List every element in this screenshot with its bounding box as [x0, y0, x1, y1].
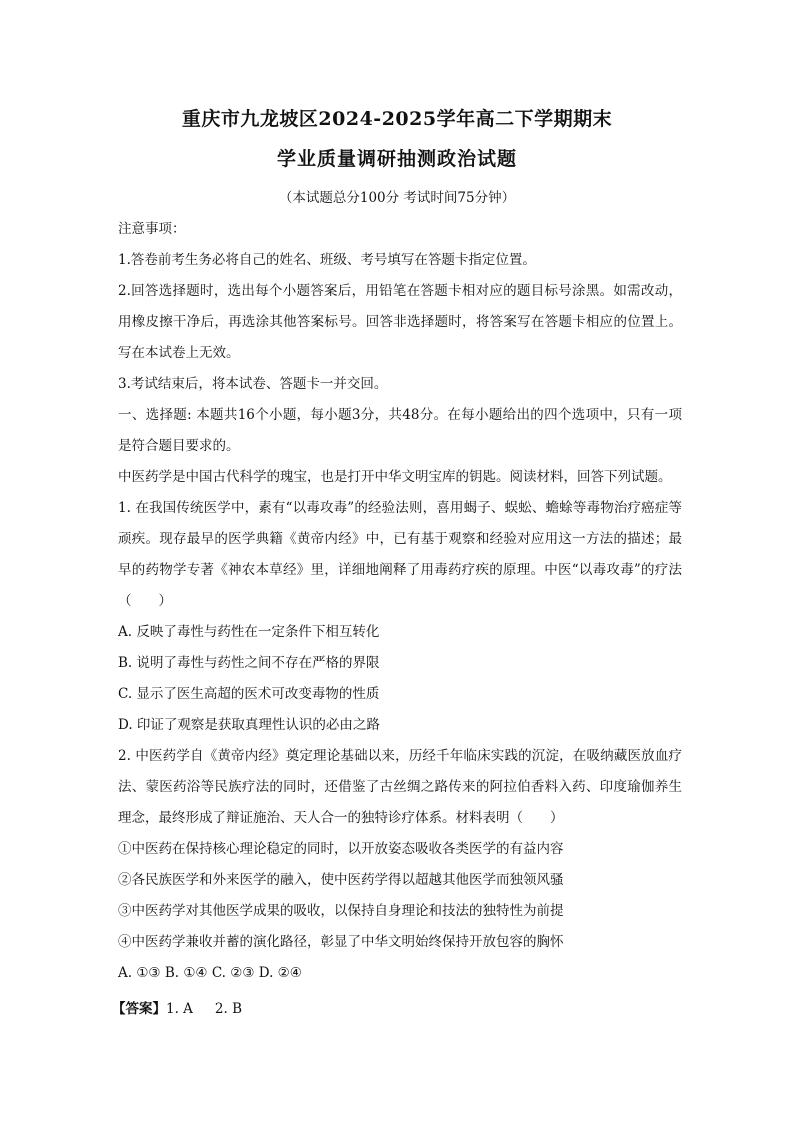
question-1-option-d: D. 印证了观察是获取真理性认识的必由之路 — [118, 717, 380, 733]
answer-line — [112, 994, 242, 1025]
note-2: 2.回答选择题时，选出每个小题答案后，用铅笔在答题卡相对应的题目标号涂黑。如需改动，用橡皮擦干净后，再选涂其他答案标号。回答非选择题时，将答案写在答题卡相应的位置上。写在本试卷上无效。 — [118, 283, 682, 361]
answer-2: 2. B — [214, 1001, 243, 1017]
answer-1: 1. A — [166, 1001, 193, 1017]
question-2-item-1: ①中医药在保持核心理论稳定的同时，以开放姿态吸收各类医学的有益内容 — [118, 841, 564, 857]
question-2-options: A. ①③ B. ①④ C. ②③ D. ②④ — [118, 965, 302, 981]
notes-heading: 注意事项： — [118, 221, 186, 237]
question-2-stem: 2. 中医药学自《黄帝内经》奠定理论基础以来，历经千年临床实践的沉淀，在吸纳藏医放血疗法、蒙医药浴等民族疗法的同时，还借鉴了古丝绸之路传来的阿拉伯香料入药、印度瑜伽养生理念，最终形成了辩证施治、天人合一的独特诊疗体系。材料表明（ ） — [118, 748, 682, 826]
exam-title-line2: 学业质量调研抽测政治试题 — [276, 148, 517, 170]
exam-title-line1: 重庆市九龙坡区2024-2025学年高二下学期期末 — [181, 108, 613, 130]
question-1-option-c: C. 显示了医生高超的医术可改变毒物的性质 — [118, 686, 380, 702]
section-heading: 一、选择题: 本题共16个小题，每小题3分，共48分。在每小题给出的四个选项中，只有一项是符合题目要求的。 — [118, 407, 682, 454]
question-2-item-4: ④中医药学兼收并蓄的演化路径，彰显了中华文明始终保持开放包容的胸怀 — [118, 934, 564, 950]
answer-tag: 【答案】 — [112, 1001, 166, 1017]
exam-body — [118, 214, 682, 989]
material-intro: 中医药学是中国古代科学的瑰宝，也是打开中华文明宝库的钥匙。阅读材料，回答下列试题。 — [118, 469, 672, 485]
exam-subtitle: （本试题总分100分 考试时间75分钟） — [278, 190, 516, 206]
question-2-item-3: ③中医药学对其他医学成果的吸收，以保持自身理论和技法的独特性为前提 — [118, 903, 564, 919]
question-1-option-a: A. 反映了毒性与药性在一定条件下相互转化 — [118, 624, 380, 640]
question-2-item-2: ②各民族医学和外来医学的融入，使中医药学得以超越其他医学而独领风骚 — [118, 872, 564, 888]
question-1-option-b: B. 说明了毒性与药性之间不存在严格的界限 — [118, 655, 380, 671]
question-1-stem: 1. 在我国传统医学中，素有“以毒攻毒”的经验法则，喜用蝎子、蜈蚣、蟾蜍等毒物治疗癌症等顽疾。现存最早的医学典籍《黄帝内经》中，已有基于观察和经验对应用这一方法的描述；最早的药物学专著《神农本草经》里，详细地阐释了用毒药疗疾的原理。中医“以毒攻毒”的疗法（ ） — [118, 500, 682, 609]
note-3: 3.考试结束后，将本试卷、答题卡一并交回。 — [118, 376, 388, 392]
note-1: 1.答卷前考生务必将自己的姓名、班级、考号填写在答题卡指定位置。 — [118, 252, 536, 268]
